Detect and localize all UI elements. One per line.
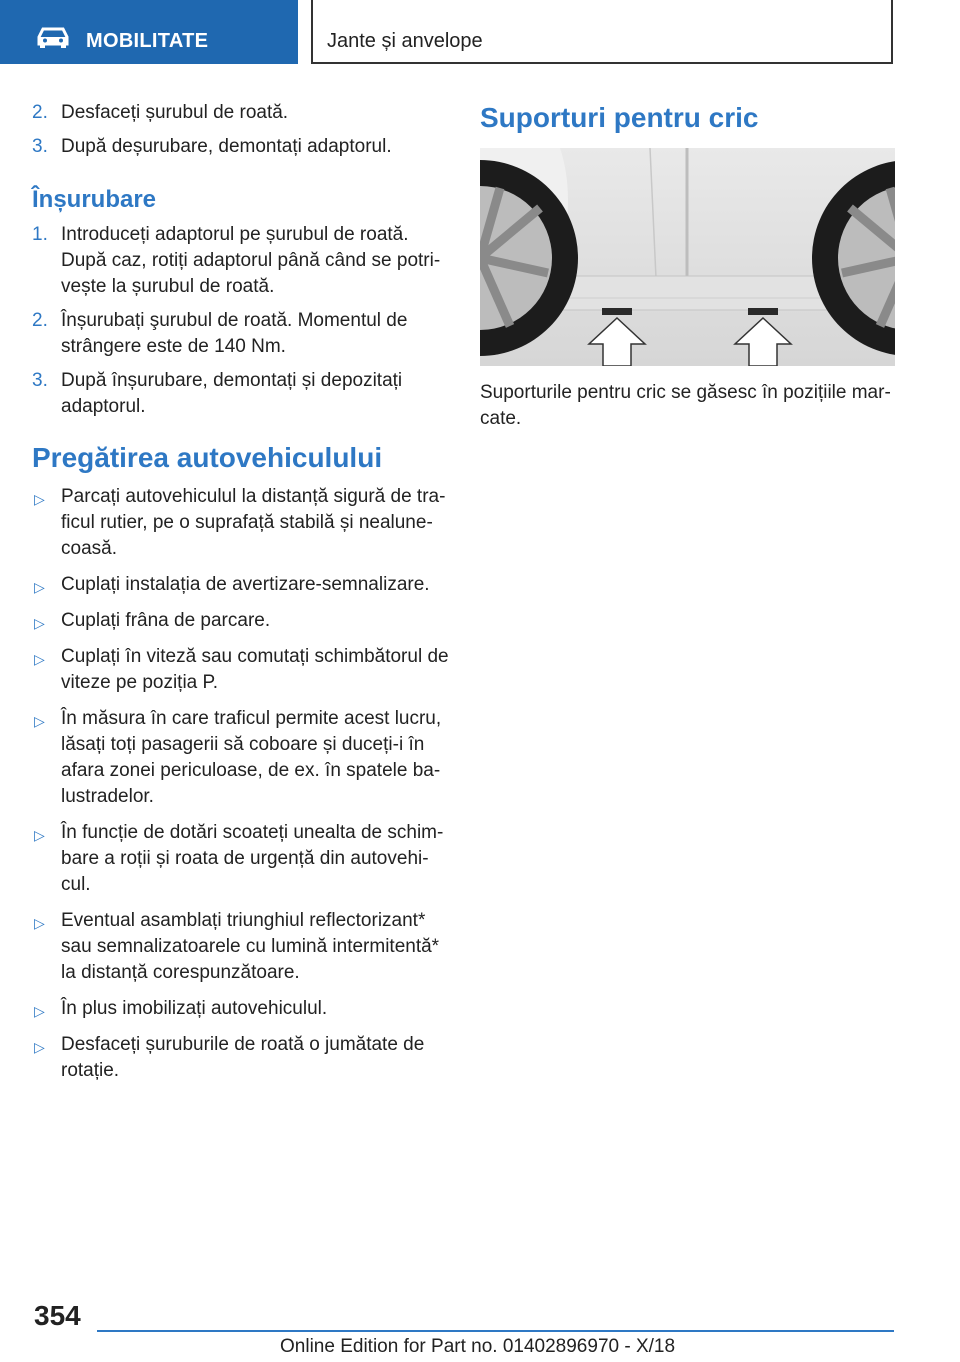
step-number: 2. [32, 310, 48, 331]
left-column [32, 100, 452, 1084]
list-item [32, 608, 452, 634]
jack-points-photo [480, 148, 895, 366]
step-number: 2. [32, 102, 48, 123]
triangle-bullet-icon: ▷ [34, 651, 45, 667]
step-text: După înșurubare, demontați și depozitați adaptorul. [61, 370, 403, 417]
list-item-text: Eventual asamblați triunghiul reflectorizant* sau semnalizatoarele cu lumină intermitentă* la distanță corespunzătoare. [61, 910, 440, 983]
step-text: Introduceți adaptorul pe șurubul de roată. După caz, rotiți adaptorul până când se potri-vește la șurubul de roată. [61, 224, 441, 297]
triangle-bullet-icon: ▷ [34, 1039, 45, 1055]
triangle-bullet-icon: ▷ [34, 615, 45, 631]
list-item-text: Cuplați instalația de avertizare-semnalizare. [61, 574, 430, 595]
list-item-text: Cuplați frâna de parcare. [61, 610, 271, 631]
numbered-step [32, 222, 452, 300]
page-number: 354 [34, 1300, 81, 1331]
section-tab [0, 0, 298, 64]
step-text: Înșurubați şurubul de roată. Momentul de strângere este de 140 Nm. [61, 310, 408, 357]
list-item [32, 644, 452, 696]
list-item [32, 996, 452, 1022]
numbered-step [32, 134, 452, 160]
right-column [480, 100, 900, 432]
insurubare-heading: Înșurubare [32, 186, 157, 213]
step-text: Desfaceți șurubul de roată. [61, 102, 289, 123]
list-item-text: În plus imobilizați autovehiculul. [61, 998, 328, 1019]
step-number: 3. [32, 136, 48, 157]
edition-note: Online Edition for Part no. 01402896970 - X/18 [280, 1336, 676, 1357]
pregatire-heading: Pregătirea autovehiculului [32, 442, 383, 473]
step-number: 3. [32, 370, 48, 391]
list-item [32, 484, 452, 562]
screwing-steps [32, 222, 452, 420]
triangle-bullet-icon: ▷ [34, 713, 45, 729]
car-icon [36, 26, 70, 53]
jack-points-heading: Suporturi pentru cric [480, 102, 759, 133]
list-item [32, 706, 452, 810]
preparation-list [32, 484, 452, 1084]
list-item-text: În funcție de dotări scoateți unealta de schim-bare a roții și roata de urgență din autovehi-cul. [61, 822, 444, 895]
section-label: MOBILITATE [86, 30, 209, 52]
list-item [32, 820, 452, 898]
step-text: După deșurubare, demontați adaptorul. [61, 136, 392, 157]
footer-rule [97, 1330, 894, 1332]
triangle-bullet-icon: ▷ [34, 1003, 45, 1019]
triangle-bullet-icon: ▷ [34, 827, 45, 843]
jack-points-caption: Suporturile pentru cric se găsesc în pozițiile mar-cate. [480, 382, 891, 429]
list-item-text: Cuplați în viteză sau comutați schimbătorul de viteze pe poziția P. [61, 646, 449, 693]
list-item [32, 1032, 452, 1084]
chapter-title: Jante și anvelope [327, 30, 483, 52]
triangle-bullet-icon: ▷ [34, 491, 45, 507]
list-item [32, 572, 452, 598]
numbered-step [32, 368, 452, 420]
list-item [32, 908, 452, 986]
numbered-step [32, 100, 452, 126]
list-item-text: Parcați autovehiculul la distanță sigură de tra-ficul rutier, pe o suprafață stabilă și nealune-coasă. [61, 486, 446, 559]
triangle-bullet-icon: ▷ [34, 579, 45, 595]
removal-steps [32, 100, 452, 160]
chapter-box [311, 0, 893, 64]
step-number: 1. [32, 224, 48, 245]
numbered-step [32, 308, 452, 360]
list-item-text: Desfaceți șuruburile de roată o jumătate de rotație. [61, 1034, 425, 1081]
triangle-bullet-icon: ▷ [34, 915, 45, 931]
list-item-text: În măsura în care traficul permite acest lucru, lăsați toți pasagerii să coboare și duceți-i în afara zonei periculoase, de ex. în spatele ba-lustradelor. [61, 708, 442, 807]
